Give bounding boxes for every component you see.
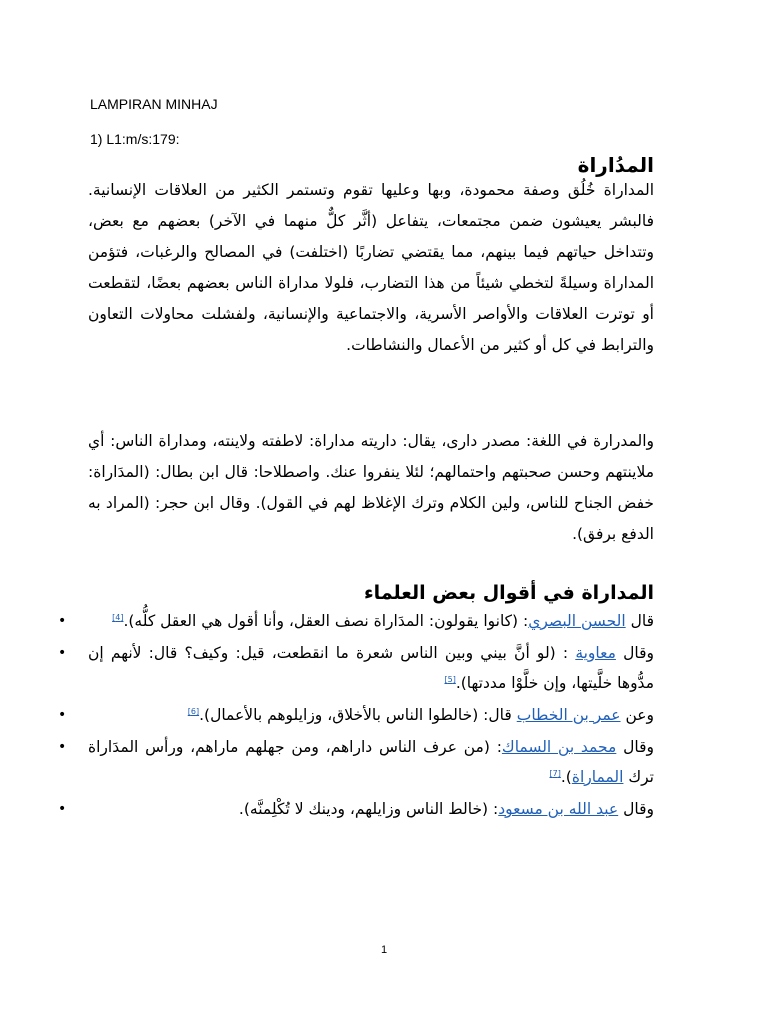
paragraph-definition: المداراة خُلُق وصفة محمودة، وبها وعليها تقوم وتستمر الكثير من العلاقات الإنسانية. فالبشر يعيشون ضمن مجتمعات، يتفاعل (أثَّر كلٌّ منهما في الآخر) بعضهم مع بعض، وتتداخل حياتهم فيما بينهم، مما يقتضي تضاربًا (اختلفت) في المصالح والرغبات، فتؤمن المداراة وسيلةً لتخطي شيئاً من هذا التضارب، فلولا مداراة الناس بعضهم بعضًا، لتقطعت أو توترت العلاقات والأواصر الأسرية، والاجتماعية والإنسانية، ولفشلت محاولات التعاون والترابط في كل أو كثير من الأعمال والنشاطات. bbox=[88, 181, 654, 354]
mumarah-link[interactable]: المماراة bbox=[571, 768, 624, 786]
list-item bbox=[58, 794, 654, 824]
quote-text: : (كانوا يقولون: المدَاراة نصف العقل، وأنا أقول هي العقل كلُّه). bbox=[123, 612, 529, 630]
quote-text: : (خالط الناس وزايلهم، ودينك لا تُكْلِمنَّه). bbox=[238, 800, 499, 818]
section-heading-scholars: المداراة في أقوال بعض العلماء bbox=[363, 582, 654, 604]
page-number: 1 bbox=[380, 944, 388, 956]
scholar-link-hasan-basri[interactable]: الحسن البصري bbox=[528, 612, 626, 630]
quote-text: : (لو أنَّ بيني وبين الناس شعرة ما انقطعت، قيل: وكيف؟ قال: لأنهم إن مدُّوها خلَّيتها، وإن خلَّوْا مددتها). bbox=[88, 644, 654, 692]
document-title: LAMPIRAN MINHAJ bbox=[90, 96, 218, 112]
scholar-link-muawiya[interactable]: معاوية bbox=[575, 644, 616, 662]
quote-text-end: ). bbox=[560, 768, 572, 786]
scholar-quotes-list bbox=[58, 606, 655, 824]
reference-line: 1) L1:m/s:179: bbox=[90, 131, 180, 147]
list-item bbox=[58, 700, 654, 730]
quote-prefix: وقال bbox=[615, 644, 655, 662]
footnote-link[interactable]: [6] bbox=[187, 706, 200, 716]
bullet-icon: • bbox=[58, 645, 67, 661]
quote-prefix: وقال bbox=[618, 800, 654, 818]
quote-text: قال: (خالطوا الناس بالأخلاق، وزايلوهم بالأعمال). bbox=[199, 706, 517, 724]
quote-prefix: وعن bbox=[620, 706, 654, 724]
footnote-link[interactable]: [7] bbox=[549, 768, 561, 778]
quote-prefix: وقال bbox=[616, 738, 654, 756]
footnote-link[interactable]: [4] bbox=[112, 612, 124, 622]
list-item bbox=[58, 638, 655, 698]
list-item bbox=[58, 606, 654, 636]
section-heading-mudarah: المدُاراة bbox=[577, 153, 654, 177]
bullet-icon: • bbox=[58, 707, 67, 723]
bullet-icon: • bbox=[58, 739, 67, 755]
quote-text: : (من عرف الناس داراهم، ومن جهلهم ماراهم، ورأس المدَاراة ترك bbox=[88, 738, 654, 786]
quote-prefix: قال bbox=[625, 612, 654, 630]
list-item bbox=[58, 732, 654, 792]
bullet-icon: • bbox=[58, 801, 67, 817]
scholar-link-ibn-sammak[interactable]: محمد بن السماك bbox=[501, 738, 617, 756]
bullet-icon: • bbox=[58, 613, 67, 629]
scholar-link-umar[interactable]: عمر بن الخطاب bbox=[516, 706, 621, 724]
scholar-link-ibn-masud[interactable]: عبد الله بن مسعود bbox=[498, 800, 619, 818]
footnote-link[interactable]: [5] bbox=[444, 674, 456, 684]
paragraph-language-meaning: والمدرارة في اللغة: مصدر دارى، يقال: داريته مداراة: لاطفته ولاينته، ومداراة الناس: أي ملاينتهم وحسن صحبتهم واحتمالهم؛ لئلا ينفروا عنك. واصطلاحا: قال ابن بطال: (المدَاراة: خفض الجناح للناس، ولين الكلام وترك الإغلاظ لهم في القول). وقال ابن حجر: (المراد به الدفع برفق). bbox=[88, 432, 654, 543]
